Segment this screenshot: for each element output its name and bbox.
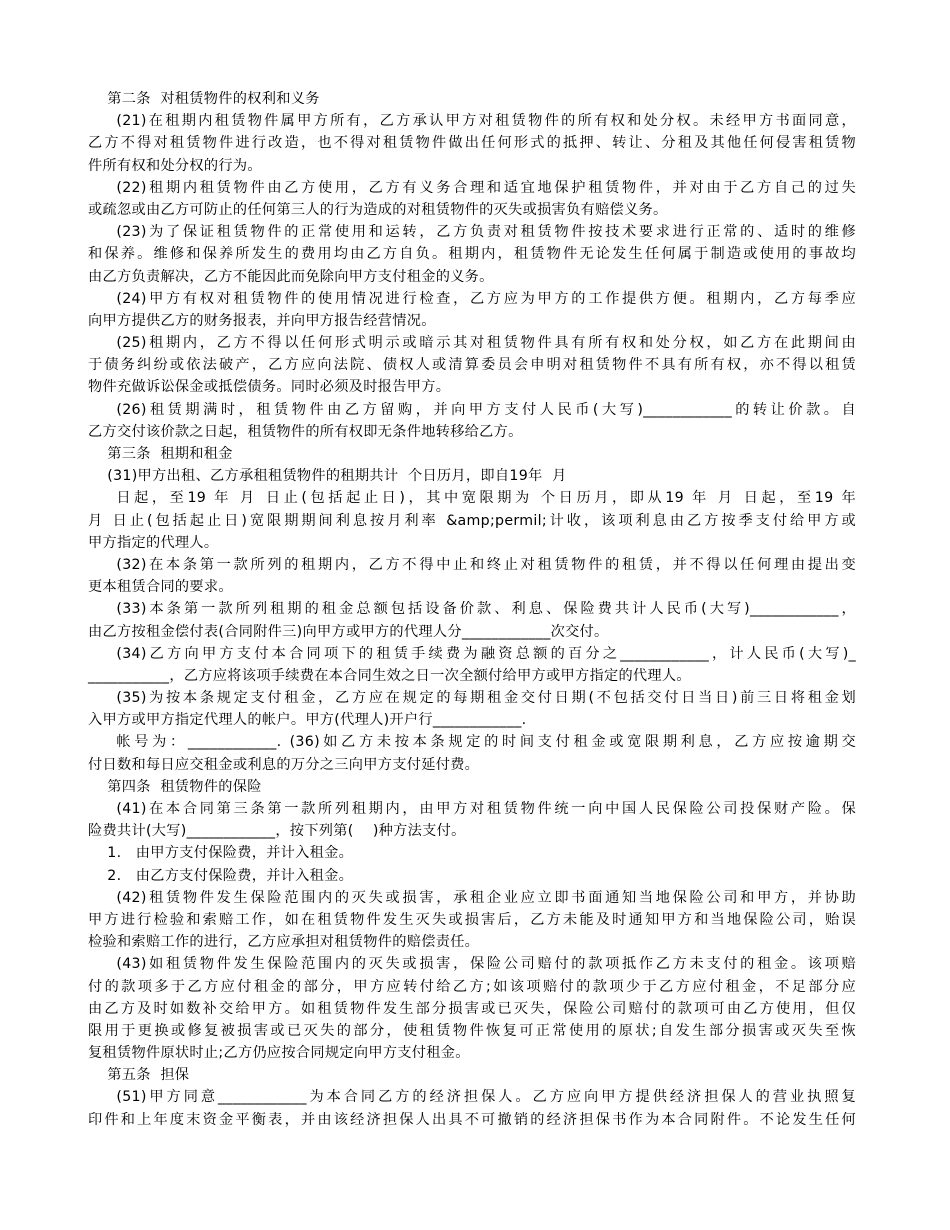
document-line: ___________，乙方应将该项手续费在本合同生效之日一次全额付给甲方或甲方指定的代理人。 xyxy=(88,667,691,684)
document-line: 第三条 租期和租金 xyxy=(88,446,233,462)
document-page xyxy=(88,88,856,1131)
document-line: 限用于更换或修复被损害或已灭失的部分，使租赁物件恢复可正常使用的原状;自发生部分损害或灭失至恢 xyxy=(88,1022,856,1039)
document-line: (43)如租赁物件发生保险范围内的灭失或损害，保险公司赔付的款项抵作乙方未支付的租金。该项赔 xyxy=(116,956,856,973)
document-line: (25)租期内，乙方不得以任何形式明示或暗示其对租赁物件具有所有权和处分权，如乙方在此期间由 xyxy=(116,335,856,352)
document-line: 乙方交付该价款之日起，租赁物件的所有权即无条件地转移给乙方。 xyxy=(88,423,523,440)
document-line: 日起，至19 年 月 日止(包括起止日)，其中宽限期为 个日历月，即从19 年 月 日起，至19 年 xyxy=(116,490,856,507)
document-line: 险费共计(大写)____________，按下列第( )种方法支付。 xyxy=(88,823,466,840)
document-line: (32)在本条第一款所列的租期内，乙方不得中止和终止对租赁物件的租赁，并不得以任何理由提出变 xyxy=(116,556,856,573)
document-line: 或疏忽或由乙方可防止的任何第三人的行为造成的对租赁物件的灭失或损害负有赔偿义务。 xyxy=(88,201,668,218)
document-line: 2. 由乙方支付保险费，并计入租金。 xyxy=(88,867,354,884)
document-line: 印件和上年度末资金平衡表，并由该经济担保人出具不可撤销的经济担保书作为本合同附件。不论发生任何 xyxy=(88,1111,856,1128)
document-line: 更本租赁合同的要求。 xyxy=(88,579,233,596)
document-line: 第二条 对租赁物件的权利和义务 xyxy=(88,91,320,107)
document-line: 件所有权和处分权的行为。 xyxy=(88,157,262,174)
document-line: 月 日止(包括起止日)宽限期期间利息按月利率 &amp;permil;计收，该项利息由乙方按季支付给甲方或 xyxy=(88,512,856,529)
document-line: 第五条 担保 xyxy=(88,1067,190,1084)
document-line: (35)为按本条规定支付租金，乙方应在规定的每期租金交付日期(不包括交付日当日)前三日将租金划 xyxy=(116,690,856,707)
document-line: (23)为了保证租赁物件的正常使用和运转，乙方负责对租赁物件按技术要求进行正常的、适时的维修 xyxy=(116,224,856,241)
document-line: (33)本条第一款所列租期的租金总额包括设备价款、利息、保险费共计人民币(大写)____________， xyxy=(116,601,856,618)
document-line: (42)租赁物件发生保险范围内的灭失或损害，承租企业应立即书面通知当地保险公司和甲方，并协助 xyxy=(116,889,856,906)
document-line: 第四条 租赁物件的保险 xyxy=(88,778,262,795)
document-line: 于债务纠纷或依法破产，乙方应向法院、债权人或清算委员会申明对租赁物件不具有所有权，亦不得以租赁 xyxy=(88,357,856,374)
document-line: 复租赁物件原状时止;乙方仍应按合同规定向甲方支付租金。 xyxy=(88,1045,470,1062)
document-line: 由乙方及时如数补交给甲方。如租赁物件发生部分损害或已灭失，保险公司赔付的款项可由乙方使用，但仅 xyxy=(88,1000,856,1017)
document-line: 物件充做诉讼保金或抵偿债务。同时必须及时报告甲方。 xyxy=(88,379,451,396)
document-line: 检验和索赔工作的进行，乙方应承担对租赁物件的赔偿责任。 xyxy=(88,934,480,951)
document-line: (21)在租期内租赁物件属甲方所有，乙方承认甲方对租赁物件的所有权和处分权。未经甲方书面同意， xyxy=(116,113,856,130)
document-line: 帐号为：____________. (36)如乙方未按本条规定的时间支付租金或宽限期利息，乙方应按逾期交 xyxy=(116,734,856,751)
document-line: 1. 由甲方支付保险费，并计入租金。 xyxy=(88,845,354,862)
document-line: 入甲方或甲方指定代理人的帐户。甲方(代理人)开户行____________. xyxy=(88,712,527,729)
document-line: 由乙方按租金偿付表(合同附件三)向甲方或甲方的代理人分____________次交付。 xyxy=(88,623,609,640)
document-line: 甲方指定的代理人。 xyxy=(88,534,219,551)
document-line: 和保养。维修和保养所发生的费用均由乙方自负。租期内，租赁物件无论发生任何属于制造或使用的事故均 xyxy=(88,246,856,263)
document-line: (41)在本合同第三条第一款所列租期内，由甲方对租赁物件统一向中国人民保险公司投保财产险。保 xyxy=(116,801,856,817)
document-line: (22)租期内租赁物件由乙方使用，乙方有义务合理和适宜地保护租赁物件，并对由于乙方自己的过失 xyxy=(116,179,856,196)
document-line: 甲方进行检验和索赔工作，如在租赁物件发生灭失或损害后，乙方未能及时通知甲方和当地保险公司，贻误 xyxy=(88,911,856,928)
document-line: 乙方不得对租赁物件进行改造，也不得对租赁物件做出任何形式的抵押、转让、分租及其他任何侵害租赁物 xyxy=(88,135,856,152)
document-line: 向甲方提供乙方的财务报表，并向甲方报告经营情况。 xyxy=(88,312,436,329)
document-line: (24)甲方有权对租赁物件的使用情况进行检查，乙方应为甲方的工作提供方便。租期内，乙方每季应 xyxy=(116,290,856,307)
document-line: (51)甲方同意____________为本合同乙方的经济担保人。乙方应向甲方提供经济担保人的营业执照复 xyxy=(116,1089,856,1106)
document-line: (31)甲方出租、乙方承租租赁物件的租期共计 个日历月，即自19年 月 xyxy=(88,468,567,485)
document-line: 付日数和每日应交租金或利息的万分之三向甲方支付延付费。 xyxy=(88,756,480,773)
document-line: (26)租赁期满时，租赁物件由乙方留购，并向甲方支付人民币(大写)____________的转让价款。自 xyxy=(116,401,856,418)
document-line: 由乙方负责解决，乙方不能因此而免除向甲方支付租金的义务。 xyxy=(88,268,494,285)
document-line: 付的款项多于乙方应付租金的部分，甲方应转付给乙方;如该项赔付的款项少于乙方应付租金，不足部分应 xyxy=(88,978,856,995)
document-line: (34)乙方向甲方支付本合同项下的租赁手续费为融资总额的百分之____________，计人民币(大写)_ xyxy=(116,645,856,662)
